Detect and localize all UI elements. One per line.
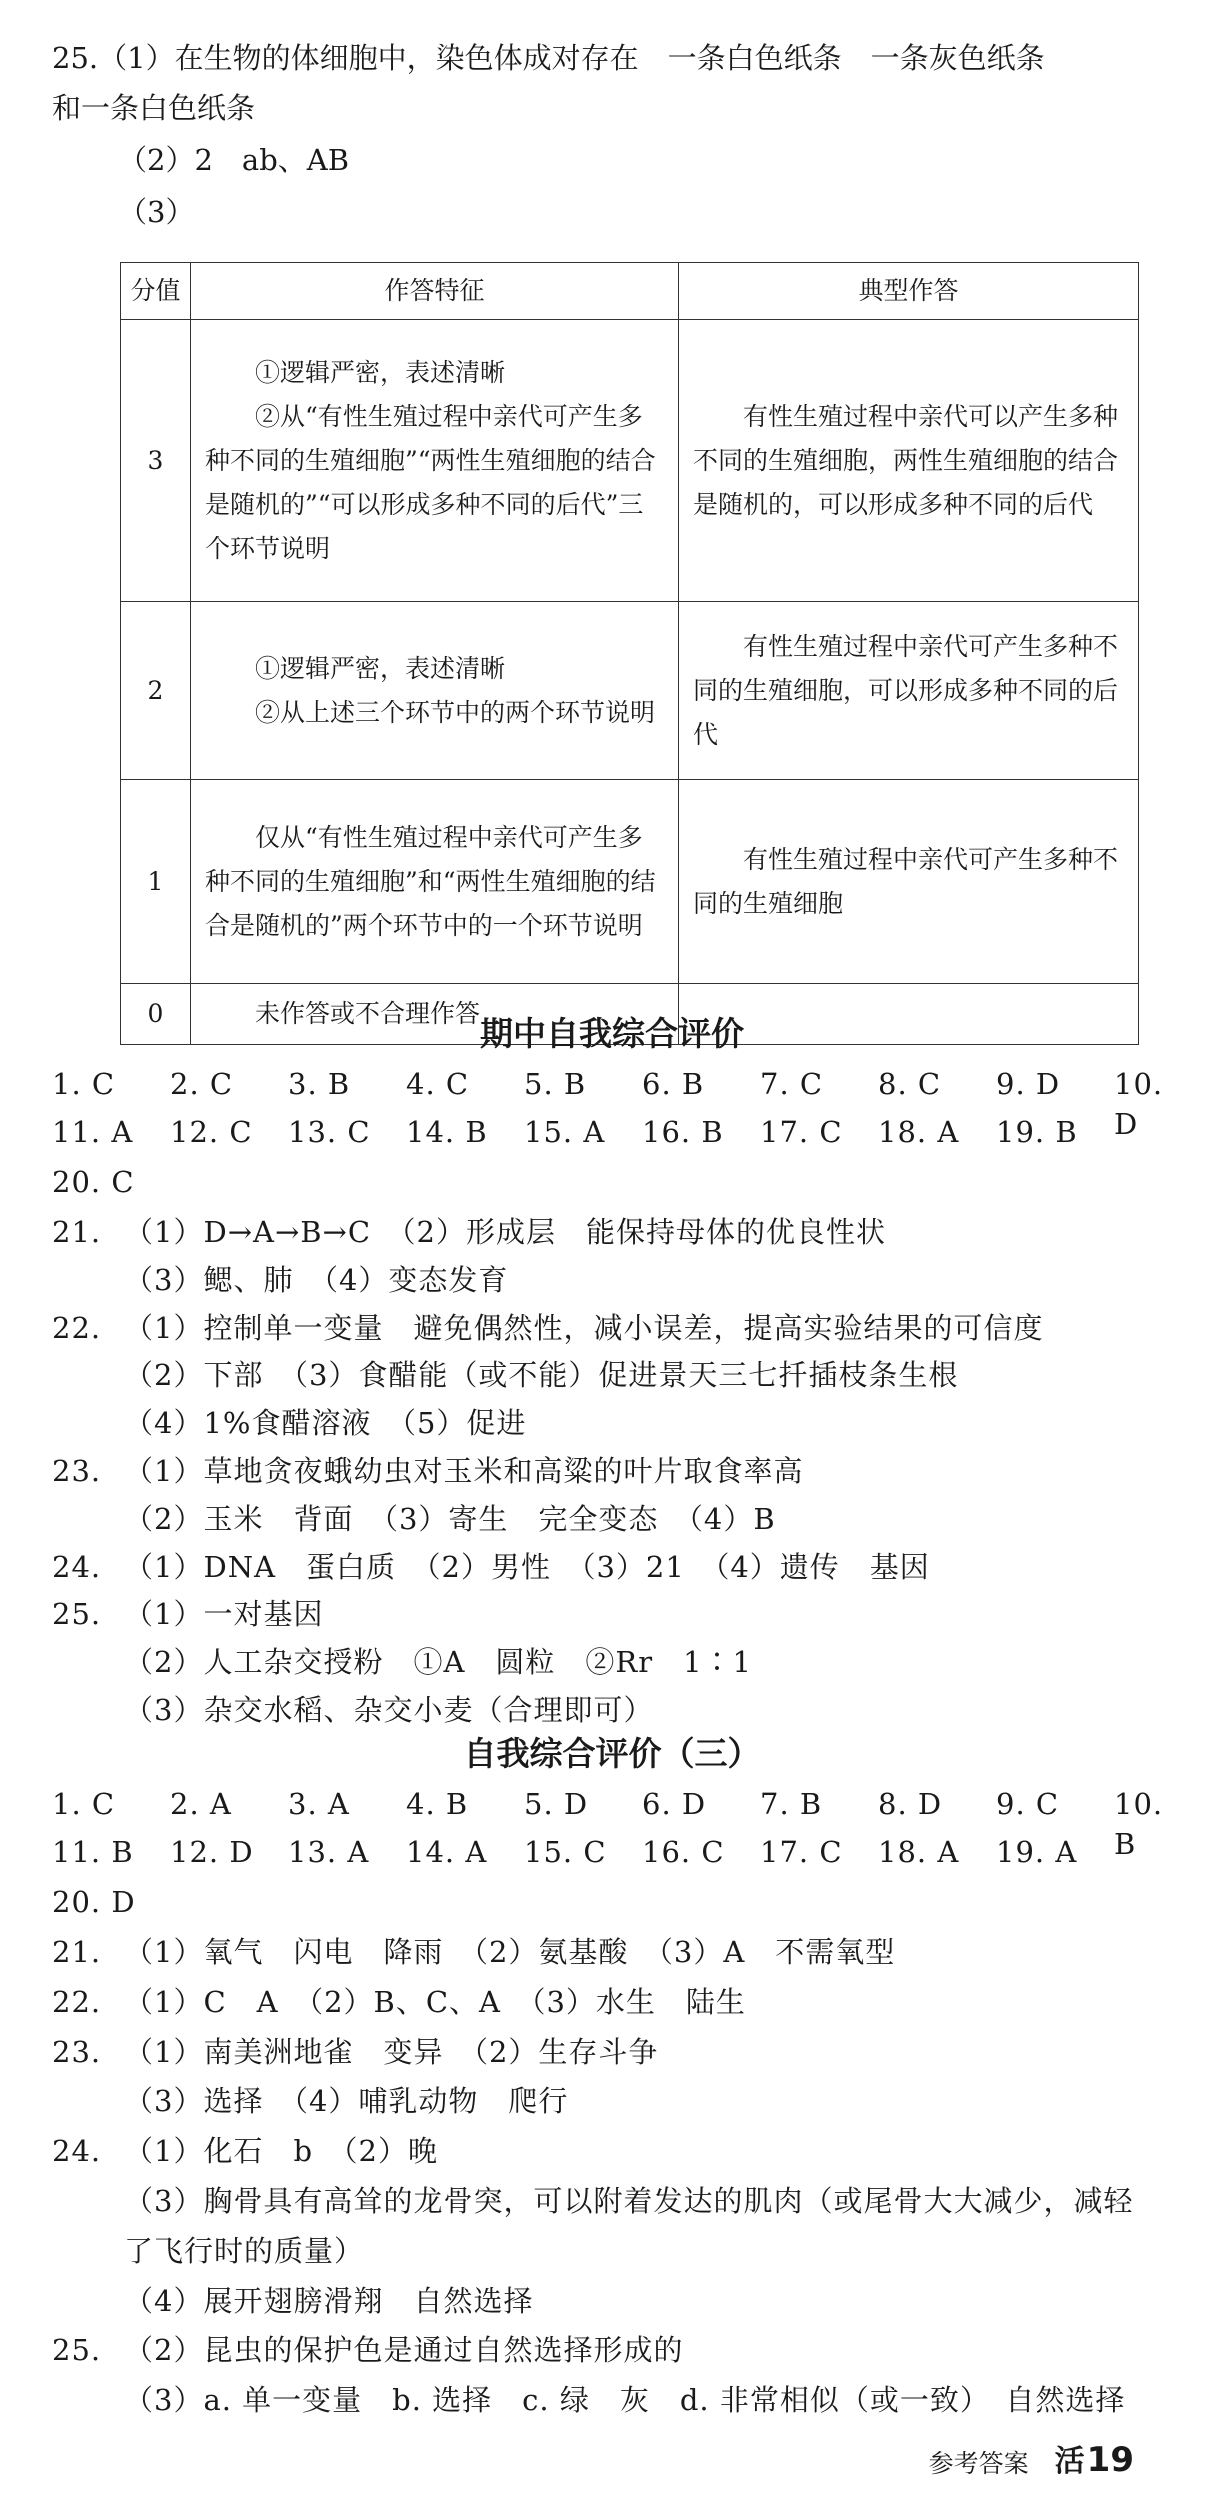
mc-answer-item: 15. A [524, 1115, 606, 1149]
q25-line3: （2）2 ab、AB [118, 143, 350, 177]
mc-answer-item: 14. A [406, 1835, 488, 1869]
q25-line1: 25.（1）在生物的体细胞中，染色体成对存在 一条白色纸条 一条灰色纸条 [52, 41, 1045, 75]
answer-line [52, 2330, 683, 2370]
feature-text: ②从“有性生殖过程中亲代可产生多种不同的生殖细胞”“两性生殖细胞的结合是随机的”“可以形成多种不同的后代”三个环节说明 [205, 401, 656, 563]
question-number: 22. [52, 1984, 102, 2019]
header-score: 分值 [121, 263, 191, 320]
answer-text: （1）控制单一变量 避免偶然性，减小误差，提高实验结果的可信度 [124, 1310, 1044, 1345]
typical-cell [679, 602, 1139, 780]
mc-answer-item: 16. C [642, 1835, 725, 1869]
answer-line [52, 2081, 568, 2121]
answer-text: （1）草地贪夜蛾幼虫对玉米和高粱的叶片取食率高 [124, 1454, 804, 1488]
mc-answer-item: 8. D [878, 1787, 943, 1821]
table-header-row [121, 263, 1139, 320]
mc-answer-item: 17. C [760, 1115, 843, 1149]
mc-answer-item: 5. D [524, 1787, 589, 1821]
page-number: 19 [1086, 2440, 1134, 2480]
score-cell: 3 [121, 320, 191, 602]
page-footer [929, 2436, 1134, 2480]
typical-text: 有性生殖过程中亲代可以产生多种不同的生殖细胞，两性生殖细胞的结合是随机的，可以形成多种不同的后代 [693, 401, 1119, 519]
answer-text: （3）a. 单一变量 b. 选择 c. 绿 灰 d. 非常相似（或一致） 自然选择 [124, 2383, 1126, 2418]
question-number: 24. [52, 1549, 102, 1584]
answer-text: （4）1%食醋溶液 （5）促进 [124, 1406, 527, 1441]
mc-answer-item: 8. C [878, 1067, 942, 1101]
mc-answer-item: 18. A [878, 1835, 960, 1869]
typical-cell [679, 780, 1139, 984]
answer-line [52, 1212, 886, 1252]
score-cell: 2 [121, 602, 191, 780]
feature-text: ②从上述三个环节中的两个环节说明 [255, 697, 656, 727]
feature-text: ①逻辑严密，表述清晰 [255, 653, 506, 683]
mc-answer-item: 10. B [1114, 1787, 1164, 1861]
answer-text: （2）下部 （3）食醋能（或不能）促进景天三七扦插枝条生根 [124, 1358, 959, 1393]
typical-cell [679, 320, 1139, 602]
answer-text: （2）玉米 背面 （3）寄生 完全变态 （4）B [124, 1501, 776, 1536]
question-number: 21. [52, 1935, 102, 1969]
mc-answer-item: 18. A [878, 1115, 960, 1149]
midterm-title: 期中自我综合评价 [480, 1014, 744, 1053]
mc-answer-item: 11. B [52, 1835, 134, 1869]
mc-answer-item: 19. B [996, 1115, 1078, 1149]
mc-answer-item: 15. C [524, 1835, 607, 1869]
features-cell [191, 602, 679, 780]
answer-line [52, 1932, 895, 1972]
mc-answer-item: 2. C [170, 1067, 234, 1101]
feature-text: 仅从“有性生殖过程中亲代可产生多种不同的生殖细胞”和“两性生殖细胞的结合是随机的”两个环节中的一个环节说明 [205, 822, 656, 940]
features-cell [191, 320, 679, 602]
answer-line [52, 2231, 364, 2271]
question-number: 21. [52, 1215, 102, 1249]
answer-line [52, 1260, 508, 1300]
answer-text: （1）南美洲地雀 变异 （2）生存斗争 [124, 2034, 659, 2069]
midterm-mc-row-2 [52, 1112, 1182, 1152]
mc-answer-item: 9. C [996, 1787, 1060, 1821]
mc-answer-item: 6. B [642, 1067, 705, 1101]
midterm-mc-row-3: 20. C [52, 1165, 135, 1199]
mc-answer-item: 1. C [52, 1067, 116, 1101]
mc-answer-item: 19. A [996, 1835, 1078, 1869]
q25-line4: （3） [118, 195, 195, 229]
answer-text: （2）昆虫的保护色是通过自然选择形成的 [124, 2333, 684, 2368]
answer-text: （1）化石 b （2）晚 [124, 2134, 438, 2169]
header-features: 作答特征 [191, 263, 679, 320]
question-number: 22. [52, 1310, 102, 1345]
footer-reference-label: 参考答案 [928, 2449, 1029, 2478]
answer-text: （1）D→A→B→C （2）形成层 能保持母体的优良性状 [124, 1215, 886, 1249]
header-typical: 典型作答 [679, 263, 1139, 320]
answer-line [52, 2032, 658, 2072]
table-row [121, 780, 1139, 984]
answer-line [52, 2281, 533, 2321]
mc-answer-item: 7. C [760, 1067, 824, 1101]
table-row [121, 320, 1139, 602]
answer-line [52, 2181, 1133, 2221]
question-number: 23. [52, 2034, 102, 2069]
feature-text: ①逻辑严密，表述清晰 [255, 357, 506, 387]
answer-text: （3）选择 （4）哺乳动物 爬行 [124, 2084, 569, 2119]
score-cell: 1 [121, 780, 191, 984]
mc-answer-item: 16. B [642, 1115, 724, 1149]
answer-text: （1）氧气 闪电 降雨 （2）氨基酸 （3）A 不需氧型 [124, 1935, 896, 1969]
answer-line [52, 1308, 1043, 1348]
mc-answer-item: 10. D [1114, 1067, 1164, 1141]
answer-line [52, 1642, 752, 1682]
answer-text: （1）一对基因 [124, 1597, 324, 1632]
mc-answer-item: 11. A [52, 1115, 134, 1149]
mc-answer-item: 3. A [288, 1787, 350, 1821]
self-eval-3-title: 自我综合评价（三） [463, 1734, 761, 1773]
answer-line [52, 1403, 526, 1443]
mc-answer-item: 1. C [52, 1787, 116, 1821]
mc-answer-item: 3. B [288, 1067, 351, 1101]
mc-answer-item: 9. D [996, 1067, 1061, 1101]
mc-answer-item: 4. C [406, 1067, 470, 1101]
answer-text: （2）人工杂交授粉 ①A 圆粒 ②Rr 1∶1 [124, 1645, 752, 1680]
answer-line [52, 1355, 958, 1395]
mc-answer-item: 4. B [406, 1787, 469, 1821]
self3-mc-row-3: 20. D [52, 1885, 136, 1919]
answer-line [52, 1451, 803, 1491]
self3-mc-row-2 [52, 1832, 1182, 1872]
feature-text: 未作答或不合理作答 [255, 999, 481, 1028]
mc-answer-item: 14. B [406, 1115, 488, 1149]
mc-answer-item: 7. B [760, 1787, 823, 1821]
answer-line [52, 1982, 746, 2022]
mc-answer-item: 13. A [288, 1835, 370, 1869]
typical-text: 有性生殖过程中亲代可产生多种不同的生殖细胞 [693, 844, 1119, 918]
mc-answer-item: 2. A [170, 1787, 232, 1821]
footer-activity-label: 活 [1054, 2444, 1085, 2479]
answer-text: （1）C A （2）B、C、A （3）水生 陆生 [124, 1984, 746, 2019]
q25-line2: 和一条白色纸条 [52, 91, 256, 125]
answer-line [52, 1499, 776, 1539]
typical-text: 有性生殖过程中亲代可产生多种不同的生殖细胞，可以形成多种不同的后代 [693, 631, 1119, 749]
score-cell: 0 [121, 984, 191, 1045]
features-cell [191, 780, 679, 984]
answer-text: （4）展开翅膀滑翔 自然选择 [124, 2283, 534, 2318]
answer-text: （1）DNA 蛋白质 （2）男性 （3）21 （4）遗传 基因 [124, 1549, 930, 1584]
answer-text: （3）杂交水稻、杂交小麦（合理即可） [124, 1693, 654, 1727]
question-number: 25. [52, 2333, 102, 2368]
answer-line [52, 1547, 930, 1587]
mc-answer-item: 12. D [170, 1835, 254, 1869]
question-number: 25. [52, 1597, 102, 1632]
answer-line [52, 2380, 1125, 2420]
table-row [121, 602, 1139, 780]
question-number: 24. [52, 2134, 102, 2169]
question-number: 23. [52, 1454, 102, 1488]
answer-line [52, 1594, 323, 1634]
mc-answer-item: 13. C [288, 1115, 371, 1149]
answer-line [52, 2131, 438, 2171]
mc-answer-item: 17. C [760, 1835, 843, 1869]
answer-text: （3）鳃、肺 （4）变态发育 [124, 1262, 509, 1297]
answer-text: （3）胸骨具有高耸的龙骨突，可以附着发达的肌肉（或尾骨大大减少，减轻 [124, 2184, 1134, 2218]
scoring-rubric-table [120, 262, 1139, 1045]
answer-line [52, 1690, 653, 1730]
mc-answer-item: 6. D [642, 1787, 707, 1821]
answer-text: 了飞行时的质量） [124, 2233, 365, 2268]
mc-answer-item: 5. B [524, 1067, 587, 1101]
mc-answer-item: 12. C [170, 1115, 253, 1149]
